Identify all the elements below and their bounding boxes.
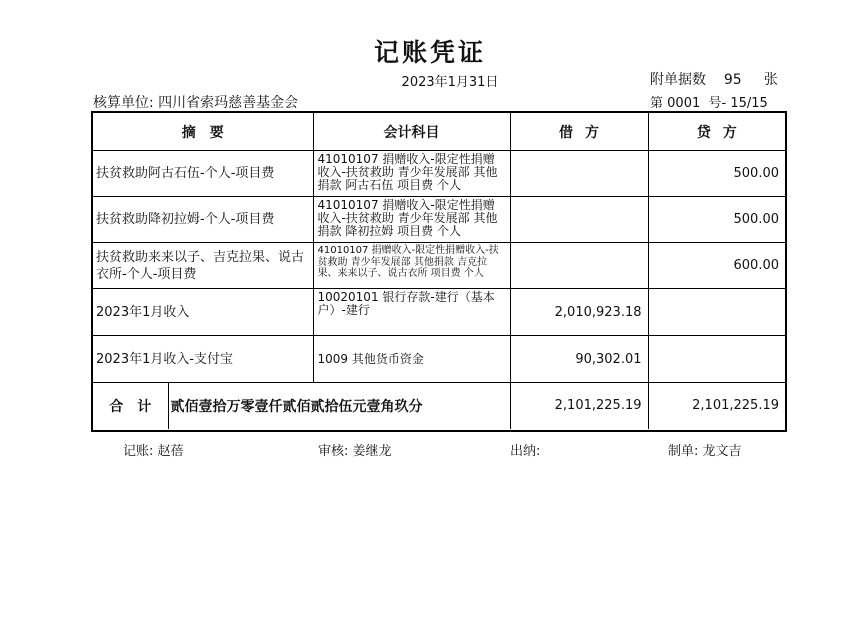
bookkeeper-name: 赵蓓 [157,444,184,459]
preparer-sign [668,440,742,459]
attachments-label: 附单据数 [650,72,706,88]
unit-name: 四川省索玛慈善基金会 [158,95,299,111]
header-summary: 摘要 [93,113,313,151]
preparer-name: 龙文吉 [702,444,742,459]
row-subject: 41010107 捐赠收入-限定性捐赠收入-扶贫救助 青少年发展部 其他捐款 降初拉姆 项目费 个人 [313,197,510,243]
row-subject: 10020101 银行存款-建行（基本户）-建行 [313,289,510,336]
total-row [93,383,785,429]
row-summary: 2023年1月收入 [93,289,313,336]
row-debit: 2,010,923.18 [510,289,648,336]
cashier-label: 出纳: [510,444,541,459]
attachments-info [650,69,778,89]
voucher-title: 记账凭证 [373,38,486,67]
row-subject: 41010107 捐赠收入-限定性捐赠收入-扶贫救助 青少年发展部 其他捐款 阿古石伍 项目费 个人 [313,151,510,197]
row-summary: 扶贫救助降初拉姆-个人-项目费 [93,197,313,243]
reviewer-name: 姜继龙 [352,444,392,459]
header-subject: 会计科目 [313,113,510,151]
unit-label: 核算单位: [93,95,154,111]
preparer-label: 制单: [668,444,699,459]
row-summary: 扶贫救助来来以子、吉克拉果、说古衣所-个人-项目费 [93,243,313,289]
row-credit [648,336,785,383]
voucher-date: 2023年1月31日 [401,75,499,90]
row-credit: 500.00 [648,151,785,197]
voucher-no: 0001 [667,96,701,111]
voucher-number [650,92,768,111]
voucher-no-label: 第 [650,96,664,111]
bookkeeper-sign [123,440,184,459]
header-debit: 借方 [510,113,648,151]
row-debit [510,197,648,243]
row-summary: 扶贫救助阿古石伍-个人-项目费 [93,151,313,197]
cashier-sign [510,440,545,459]
table-header-row [93,113,785,151]
attachments-count: 95 [723,72,742,88]
table-row [93,289,785,336]
accounting-unit [93,92,298,112]
total-amount-in-words: 贰佰壹拾万零壹仟贰佰贰拾伍元壹角玖分 [168,383,510,429]
row-credit: 500.00 [648,197,785,243]
table-row [93,336,785,383]
bookkeeper-label: 记账: [123,444,154,459]
row-subject: 41010107 捐赠收入-限定性捐赠收入-扶贫救助 青少年发展部 其他捐款 吉克拉果、来来以子、说古衣所 项目费 个人 [313,243,510,289]
table-row [93,197,785,243]
header-credit: 贷方 [648,113,785,151]
table-row [93,151,785,197]
total-credit: 2,101,225.19 [648,383,785,429]
total-debit: 2,101,225.19 [510,383,648,429]
attachments-unit: 张 [763,72,778,88]
reviewer-label: 审核: [318,444,349,459]
row-debit [510,151,648,197]
voucher-page: 15/15 [730,96,768,111]
row-subject: 1009 其他货币资金 [313,336,510,383]
row-credit [648,289,785,336]
voucher-page-label: 号- [708,96,727,111]
voucher-table-frame [91,111,787,432]
row-debit: 90,302.01 [510,336,648,383]
row-debit [510,243,648,289]
row-summary: 2023年1月收入-支付宝 [93,336,313,383]
total-label: 合计 [93,383,168,429]
voucher-table [93,113,785,429]
reviewer-sign [318,440,392,459]
table-row [93,243,785,289]
row-credit: 600.00 [648,243,785,289]
